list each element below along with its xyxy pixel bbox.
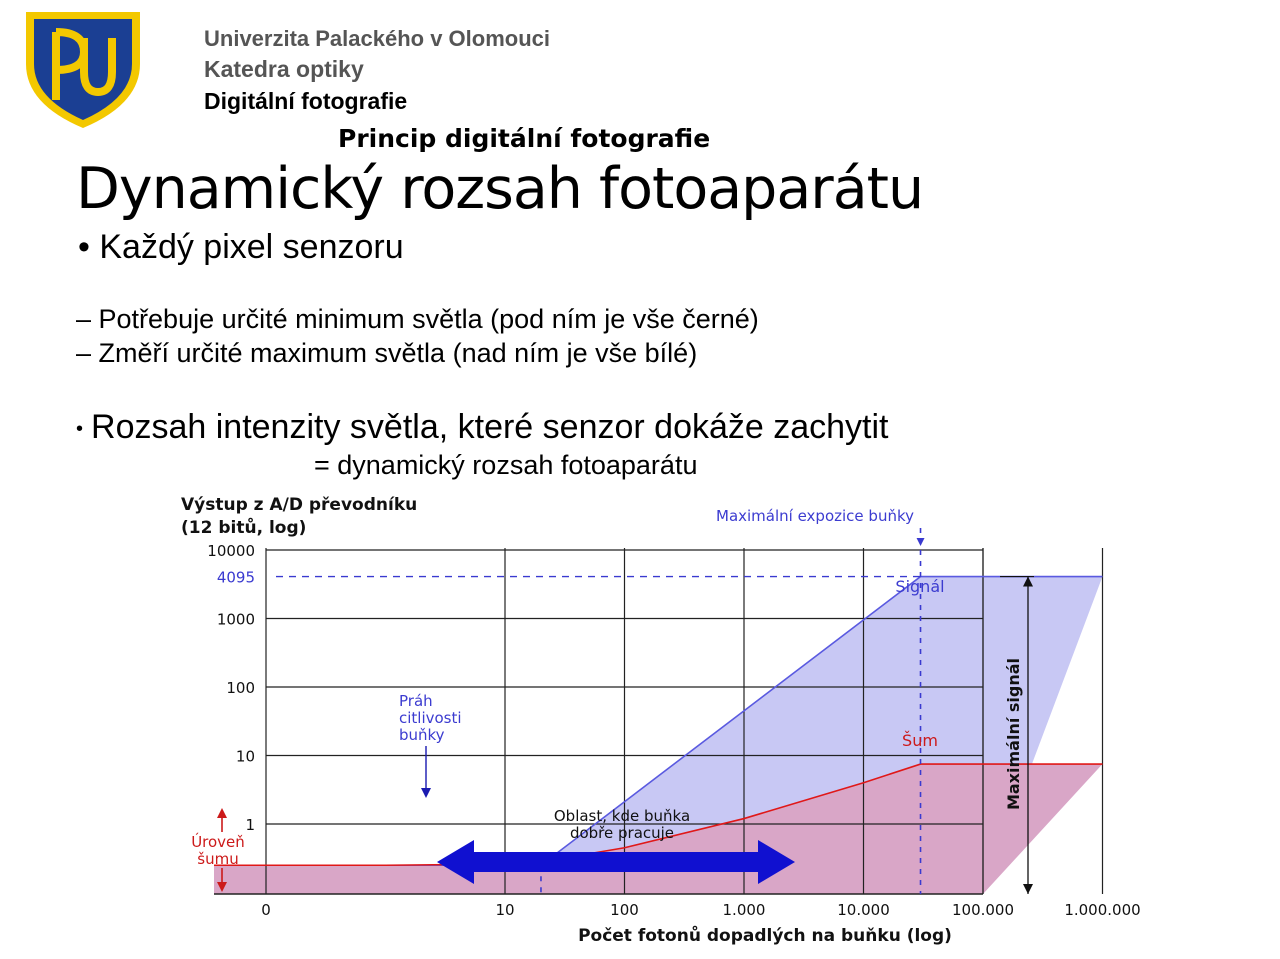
threshold-pointer-head xyxy=(421,788,431,798)
work-region-label-1: Oblast, kde buňka xyxy=(553,807,691,825)
y-axis-label-2: (12 bitů, log) xyxy=(181,518,307,538)
x-tick-label: 1.000.000 xyxy=(1064,901,1141,919)
x-axis-label: Počet fotonů dopadlých na buňku (log) xyxy=(578,926,952,946)
y-axis-label: Výstup z A/D převodníku xyxy=(181,495,418,515)
x-tick-label: 100.000 xyxy=(951,901,1015,919)
department-name: Katedra optiky xyxy=(204,56,364,82)
x-tick-label: 10 xyxy=(495,901,515,919)
university-logo xyxy=(22,8,144,130)
slide-subtitle: Princip digitální fotografie xyxy=(338,124,711,153)
y-tick-label: 4095 xyxy=(216,568,255,587)
x-tick-label: 0 xyxy=(261,901,271,919)
bullet-2-text: Rozsah intenzity světla, které senzor dokáže zachytit xyxy=(91,408,889,446)
x-tick-label: 1.000 xyxy=(722,901,766,919)
threshold-label-3: buňky xyxy=(399,726,445,744)
y-tick-label: 10 xyxy=(235,747,255,766)
sub-bullet-2: – Změří určité maximum světla (nad ním je vše bílé) xyxy=(76,338,698,368)
university-name: Univerzita Palackého v Olomouci xyxy=(204,26,551,51)
saturation-arrow-head xyxy=(917,538,925,546)
bullet-1: • Každý pixel senzoru xyxy=(78,228,404,266)
y-tick-label: 1 xyxy=(245,816,255,834)
sub-bullet-1: – Potřebuje určité minimum světla (pod ním je vše černé) xyxy=(76,304,759,334)
threshold-label-1: Práh xyxy=(399,692,433,710)
course-name: Digitální fotografie xyxy=(204,88,408,114)
y-tick-label: 10000 xyxy=(207,542,255,560)
dynamic-range-chart xyxy=(0,480,1280,959)
bullet-2: • Rozsah intenzity světla, které senzor dokáže zachytit xyxy=(76,408,889,446)
work-region-label-2: dobře pracuje xyxy=(569,824,675,842)
max-signal-down-head xyxy=(1023,884,1033,894)
noise-level-up-head xyxy=(217,808,227,818)
x-tick-label: 10.000 xyxy=(837,901,890,919)
bullet-1-text: Každý pixel senzoru xyxy=(99,228,404,266)
noise-level-label-1: Úroveň xyxy=(191,833,245,851)
max-exposure-label: Maximální expozice buňky xyxy=(716,507,914,525)
x-tick-label: 100 xyxy=(610,901,639,919)
y-tick-label: 100 xyxy=(226,679,255,697)
equation-line: = dynamický rozsah fotoaparátu xyxy=(314,450,698,480)
threshold-label-2: citlivosti xyxy=(399,709,462,727)
y-tick-label: 1000 xyxy=(216,610,255,629)
signal-series-label: Signál xyxy=(895,577,945,596)
noise-level-label-2: šumu xyxy=(197,850,239,868)
slide-title: Dynamický rozsah fotoaparátu xyxy=(76,156,924,222)
max-signal-label: Maximální signál xyxy=(1004,657,1023,811)
noise-series-label: Šum xyxy=(902,731,938,750)
